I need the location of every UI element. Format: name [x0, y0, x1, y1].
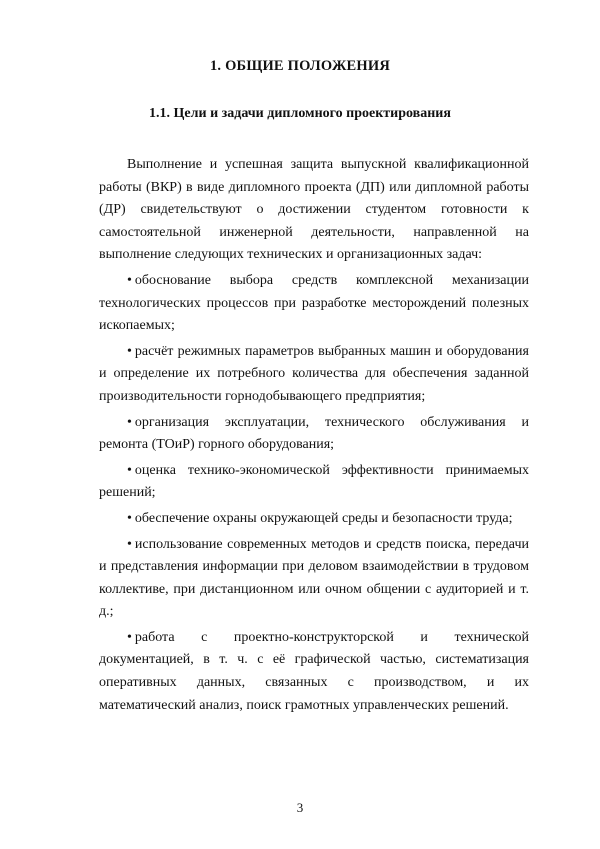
list-item — [99, 412, 529, 457]
list-item-text: организация эксплуатации, технического обслуживания и ремонта (ТОиР) горного оборудования; — [99, 414, 529, 453]
chapter-title: 1. ОБЩИЕ ПОЛОЖЕНИЯ — [209, 58, 391, 74]
bullet-icon: • — [127, 343, 132, 359]
bullet-icon: • — [127, 462, 132, 478]
bullet-icon: • — [127, 414, 132, 430]
bullet-icon: • — [127, 629, 132, 645]
list-item — [99, 534, 529, 624]
body-text — [99, 154, 529, 717]
list-item — [99, 508, 529, 531]
list-item — [99, 270, 529, 338]
bullet-icon: • — [127, 536, 132, 552]
list-item-text: работа с проектно-конструкторской и технической документацией, в т. ч. с её графической частью, систематизация оперативных данных, связанных с производством, и их математический анализ, поиск грамотных управленческих решений. — [99, 629, 529, 713]
list-item — [99, 460, 529, 505]
intro-paragraph: Выполнение и успешная защита выпускной квалификационной работы (ВКР) в виде дипломного проекта (ДП) или дипломной работы (ДР) свидетельствуют о достижении студентом готовности к самостоятельной инженерной деятельности, направленной на выполнение следующих технических и организационных задач: — [99, 157, 529, 263]
list-item — [99, 627, 529, 717]
bullet-icon: • — [127, 272, 132, 288]
list-item-text: обоснование выбора средств комплексной механизации технологических процессов при разработке месторождений полезных ископаемых; — [99, 272, 529, 334]
list-item-text: использование современных методов и средств поиска, передачи и представления информации при деловом взаимодействии в трудовом коллективе, при дистанционном или очном общении с аудиторией и т. д.; — [99, 536, 529, 620]
list-item-text: оценка технико-экономической эффективности принимаемых решений; — [99, 462, 529, 501]
list-item — [99, 341, 529, 409]
page-number: 3 — [296, 800, 304, 815]
section-title: 1.1. Цели и задачи дипломного проектирования — [149, 106, 451, 121]
list-item-text: обеспечение охраны окружающей среды и безопасности труда; — [134, 510, 513, 526]
list-item-text: расчёт режимных параметров выбранных машин и оборудования и определение их потребного количества для обеспечения заданной производительности горнодобывающего предприятия; — [99, 343, 529, 404]
bullet-icon: • — [127, 510, 132, 526]
